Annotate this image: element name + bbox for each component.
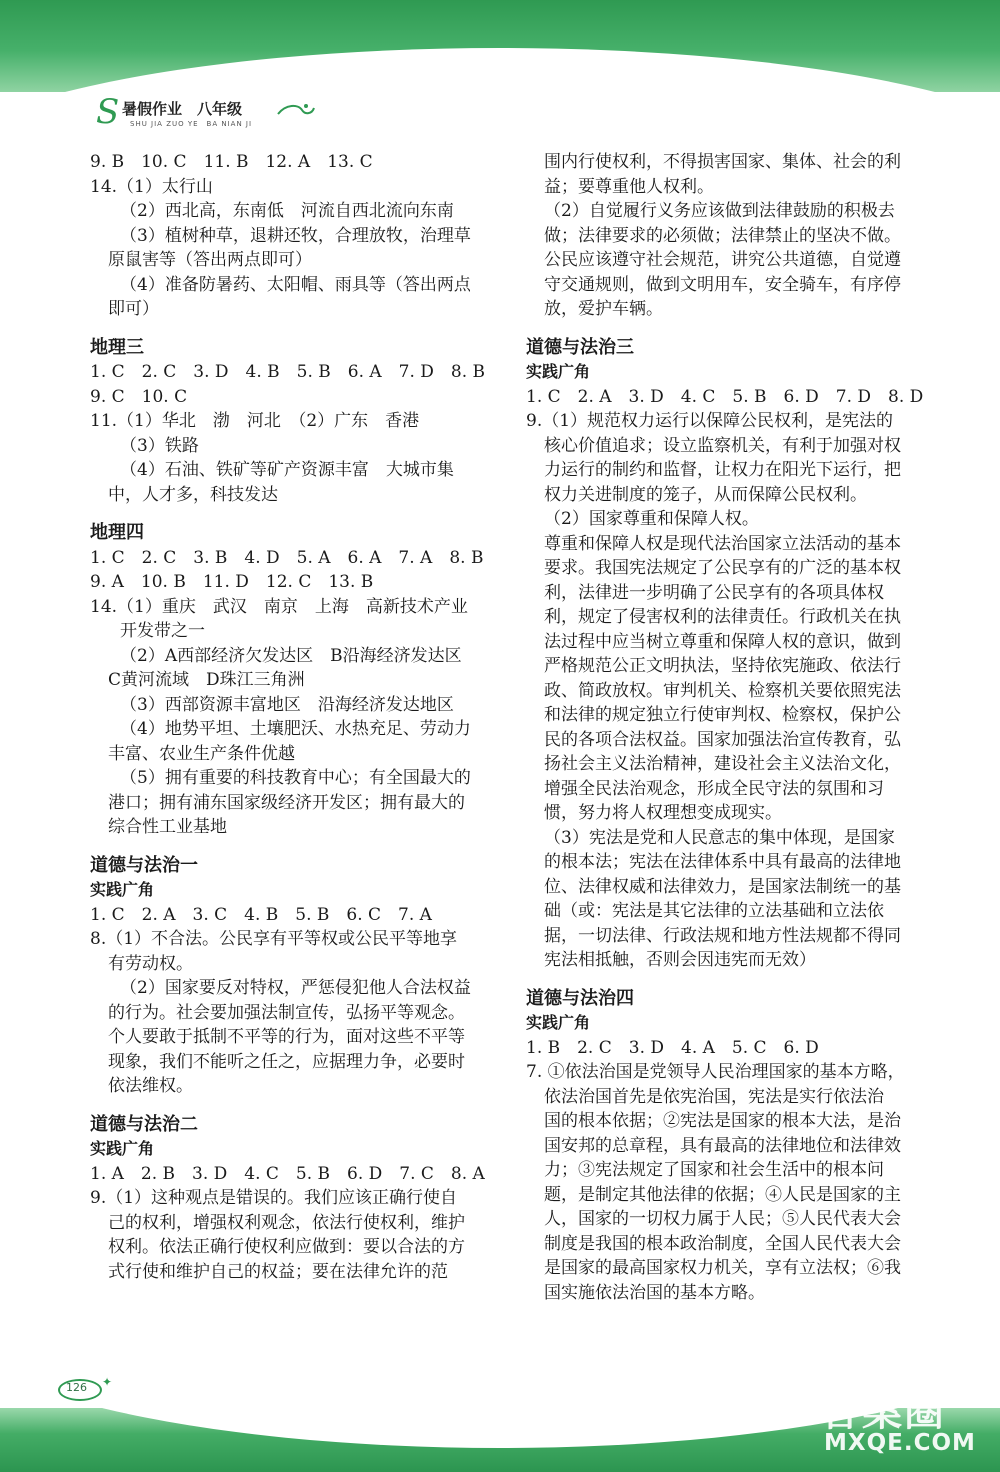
right-answer-line: （2）国家尊重和保障人权。 (544, 509, 759, 529)
left-answer-line: （4）准备防暑药、太阳帽、雨具等（答出两点 (120, 274, 471, 295)
left-answer-line: （2）西北高，东南低 河流自西北流向东南 (120, 201, 454, 221)
left-answer-line: （2）A西部经济欠发达区 B沿海经济发达区 (120, 645, 462, 666)
left-answer-line: （4）地势平坦、土壤肥沃、水热充足、劳动力 (120, 719, 471, 739)
left-answer-line: 8.（1）不合法。公民享有平等权或公民平等地享 (90, 929, 458, 949)
right-answer-line: 公民应该遵守社会规范，讲究公共道德，自觉遵 (544, 250, 901, 270)
left-answer-line: 有劳动权。 (108, 953, 193, 974)
right-answer-line: 9.（1）规范权力运行以保障公民权利，是宪法的 (526, 411, 894, 431)
right-answer-line: 力运行的制约和监督，让权力在阳光下运行，把 (544, 460, 901, 480)
left-answer-line: 式行使和维护自己的权益；要在法律允许的范 (108, 1261, 448, 1282)
site-watermark (818, 1380, 988, 1464)
right-answer-line: 尊重和保障人权是现代法治国家立法活动的基本 (544, 533, 901, 554)
left-answer-line: （5）拥有重要的科技教育中心；有全国最大的 (120, 768, 471, 788)
left-answer-line: （3）铁路 (120, 435, 199, 456)
right-subheading: 实践广角 (526, 362, 591, 381)
right-answer-line: 国的根本依据；②宪法是国家的根本大法，是治 (544, 1111, 901, 1131)
left-answer-line: 依法维权。 (108, 1076, 193, 1096)
star-icon: ✦ (102, 1375, 113, 1389)
left-answer-line: （3）西部资源丰富地区 沿海经济发达地区 (120, 694, 454, 715)
right-answer-line: 权力关进制度的笼子，从而保障公民权利。 (544, 484, 867, 505)
left-answer-line: 9. A 10. B 11. D 12. C 13. B (90, 572, 374, 592)
left-section-heading: 地理三 (90, 336, 144, 358)
right-answer-line: 法过程中应当树立尊重和保障人权的意识，做到 (544, 631, 901, 652)
left-answer-line: （2）国家要反对特权，严惩侵犯他人合法权益 (120, 978, 471, 998)
right-answer-column (526, 150, 944, 1305)
right-answer-line: 位、法律权威和法律效力，是国家法制统一的基 (544, 876, 901, 897)
swirl-icon (276, 102, 316, 118)
left-answer-line: 个人要敢于抵制不平等的行为，面对这些不平等 (108, 1027, 465, 1047)
book-header (96, 94, 326, 134)
right-answer-line: 1. B 2. C 3. D 4. A 5. C 6. D (526, 1037, 819, 1058)
left-section-heading: 道德与法治二 (90, 1113, 198, 1135)
right-answer-line: 利，规定了侵害权利的法律责任。行政机关在执 (544, 607, 901, 627)
left-answer-line: 1. C 2. A 3. C 4. B 5. B 6. C 7. A (90, 904, 432, 925)
right-answer-line: 依法治国首先是依宪治国，宪法是实行依法治 (544, 1086, 884, 1107)
left-answer-column (90, 150, 505, 1284)
left-answer-line: 中，人才多，科技发达 (108, 484, 278, 505)
watermark-url: MXQE.COM (824, 1430, 976, 1456)
left-answer-line: （3）植树种草，退耕还牧，合理放牧，治理草 (120, 225, 471, 246)
left-answer-line: 权利。依法正确行使权利应做到：要以合法的方 (108, 1237, 465, 1257)
series-title: 暑假作业 八年级 (122, 100, 243, 118)
right-answer-line: 益；要尊重他人权利。 (544, 176, 714, 197)
left-answer-line: 1. A 2. B 3. D 4. C 5. B 6. D 7. C 8. A (90, 1163, 485, 1184)
right-answer-line: 政、简政放权。审判机关、检察机关要依照宪法 (544, 680, 901, 701)
watermark-logo-text: 答案圈 (820, 1389, 946, 1435)
left-answer-line: 9.（1）这种观点是错误的。我们应该正确行使自 (90, 1188, 458, 1208)
right-section-heading: 道德与法治四 (526, 987, 634, 1009)
left-subheading: 实践广角 (90, 880, 155, 899)
left-answer-line: 即可） (108, 299, 159, 319)
right-answer-line: 民的各项合法权益。国家加强法治宣传教育，弘 (544, 729, 901, 750)
right-answer-line: 题，是制定其他法律的依据；④人民是国家的主 (544, 1184, 901, 1205)
left-answer-line: 丰富、农业生产条件优越 (108, 743, 295, 764)
right-answer-line: 围内行使权利，不得损害国家、集体、社会的利 (544, 152, 901, 172)
page-number: 126 (66, 1381, 87, 1394)
s-logo-icon: S (96, 92, 120, 132)
left-section-heading: 地理四 (90, 522, 144, 543)
left-answer-line: 原鼠害等（答出两点即可） (108, 250, 312, 270)
left-subheading: 实践广角 (90, 1139, 155, 1158)
left-answer-line: 9. B 10. C 11. B 12. A 13. C (90, 152, 373, 172)
right-answer-line: 的根本法；宪法在法律体系中具有最高的法律地 (544, 852, 901, 872)
right-answer-line: 制度是我国的根本政治制度，全国人民代表大会 (544, 1233, 901, 1254)
page-number-badge (58, 1375, 113, 1399)
right-answer-line: 放，爱护车辆。 (544, 299, 663, 319)
right-answer-line: 宪法相抵触，否则会因违宪而无效） (544, 950, 816, 970)
left-answer-line: 1. C 2. C 3. B 4. D 5. A 6. A 7. A 8. B (90, 547, 484, 568)
right-answer-line: 力；③宪法规定了国家和社会生活中的根本问 (544, 1160, 884, 1180)
left-answer-line: 现象，我们不能听之任之，应据理力争，必要时 (108, 1051, 465, 1072)
left-answer-line: C黄河流域 D珠江三角洲 (108, 670, 305, 690)
right-answer-line: 严格规范公正文明执法，坚持依宪施政、依法行 (544, 656, 901, 676)
right-answer-line: 守交通规则，做到文明用车，安全骑车，有序停 (544, 274, 901, 295)
right-answer-line: 础（或：宪法是其它法律的立法基础和立法依 (544, 901, 884, 921)
left-answer-line: 的行为。社会要加强法制宣传，弘扬平等观念。 (108, 1002, 465, 1023)
right-section-heading: 道德与法治三 (526, 336, 634, 358)
right-answer-line: 人，国家的一切权力属于人民；⑤人民代表大会 (544, 1209, 901, 1229)
left-answer-line: 14.（1）太行山 (90, 176, 213, 197)
right-answer-line: 惯，努力将人权理想变成现实。 (544, 803, 782, 823)
right-answer-line: 要求。我国宪法规定了公民享有的广泛的基本权 (544, 558, 901, 578)
right-answer-line: 国安邦的总章程，具有最高的法律地位和法律效 (544, 1135, 901, 1156)
right-answer-line: 国实施依法治国的基本方略。 (544, 1282, 765, 1303)
right-answer-line: 增强全民法治观念，形成全民守法的氛围和习 (544, 778, 884, 799)
left-section-heading: 道德与法治一 (90, 854, 198, 876)
left-answer-line: 开发带之一 (120, 621, 205, 641)
left-answer-line: 9. C 10. C (90, 386, 188, 407)
right-answer-line: 和法律的规定独立行使审判权、检察权，保护公 (544, 705, 901, 725)
series-pinyin: SHU JIA ZUO YE BA NIAN JI (130, 120, 253, 128)
right-subheading: 实践广角 (526, 1013, 591, 1032)
left-answer-line: 1. C 2. C 3. D 4. B 5. B 6. A 7. D 8. B (90, 362, 486, 382)
right-answer-line: 做；法律要求的必须做；法律禁止的坚决不做。 (544, 225, 901, 246)
right-answer-line: 据，一切法律、行政法规和地方性法规都不得同 (544, 925, 901, 946)
right-answer-line: 利，法律进一步明确了公民享有的各项具体权 (544, 582, 884, 603)
right-answer-line: 扬社会主义法治精神，建设社会主义法治文化， (544, 754, 901, 774)
right-answer-line: 7. ①依法治国是党领导人民治理国家的基本方略， (526, 1062, 905, 1082)
right-answer-line: 核心价值追求；设立监察机关，有利于加强对权 (544, 435, 901, 456)
right-answer-line: 是国家的最高国家权力机关，享有立法权；⑥我 (544, 1258, 901, 1278)
right-answer-line: （2）自觉履行义务应该做到法律鼓励的积极去 (544, 201, 895, 221)
left-answer-line: 己的权利，增强权利观念，依法行使权利，维护 (108, 1212, 465, 1233)
left-answer-line: 港口；拥有浦东国家级经济开发区；拥有最大的 (108, 792, 465, 813)
right-answer-line: （3）宪法是党和人民意志的集中体现，是国家 (544, 827, 895, 848)
left-answer-line: 11.（1）华北 渤 河北 （2）广东 香港 (90, 411, 420, 431)
right-answer-line: 1. C 2. A 3. D 4. C 5. B 6. D 7. D 8. D (526, 386, 924, 407)
top-decorative-band (0, 0, 1000, 92)
left-answer-line: （4）石油、铁矿等矿产资源丰富 大城市集 (120, 460, 454, 480)
left-answer-line: 综合性工业基地 (108, 817, 227, 837)
left-answer-line: 14.（1）重庆 武汉 南京 上海 高新技术产业 (90, 596, 468, 617)
